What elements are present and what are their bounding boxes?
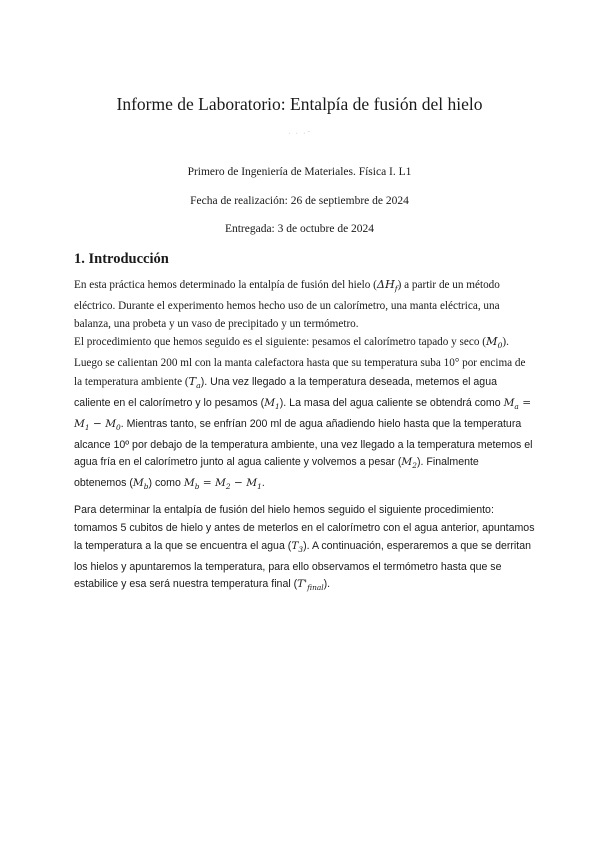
document-title: Informe de Laboratorio: Entalpía de fusión del hielo <box>116 94 483 114</box>
paragraph-enthalpy-procedure: Para determinar la entalpía de fusión del hielo hemos seguido el siguiente procedimiento: tomamos 5 cubitos de hielo y antes de meterlos en el calorímetro con el agua anterior, apuntamos la temperatura a la que se encuentra el agua $(T_3)$. A continuación, esperaremos a que se derritan los hielos y apuntaremos la temperatura, para ello observamos el termómetro hasta que se estabilice y esa será nuestra temperatura final $(T'_{final})$. <box>74 504 535 593</box>
date-line: Fecha de realización: 26 de septiembre de 2024 <box>190 195 409 207</box>
author-placeholder-divider: · · · ̄ <box>288 131 311 137</box>
paragraph-procedure: El procedimiento que hemos seguido es el siguiente: pesamos el calorímetro tapado y seco $(M_0)$. Luego se calientan 200 ml con la manta calefactora hasta que su temperatura suba 10° por encima de la temperatura ambiente $(T_a)$. Una vez llegado a la temperatura deseada, metemos el agua caliente en el calorímetro y lo pesamos $(M_1)$. La masa del agua caliente se obtendrá como $M_a = M_1 - M_0$. Mientras tanto, se enfrían 200 ml de agua añadiendo hielo hasta que la temperatura alcance 10º por debajo de la temperatura ambiente, una vez llegado a la temperatura metemos el agua fría en el calorímetro junto al agua caliente y volvemos a pesar $(M_2)$. Finalmente obtenemos $(M_b)$ como $M_b = M_2 - M_1$. <box>74 335 533 492</box>
paragraph-intro: En esta práctica hemos determinado la entalpía de fusión del hielo $(\Delta H_f)$ a partir de un método eléctrico. Durante el experimento hemos hecho uso de un calorímetro, una manta eléctrica, una balanza, una probeta y un vaso de precipitado y un termómetro. <box>74 278 500 330</box>
section-heading: 1. Introducción <box>74 251 169 267</box>
delivery-line: Entregada: 3 de octubre de 2024 <box>224 223 375 235</box>
course-line: Primero de Ingeniería de Materiales. Física I. L1 <box>187 166 412 178</box>
